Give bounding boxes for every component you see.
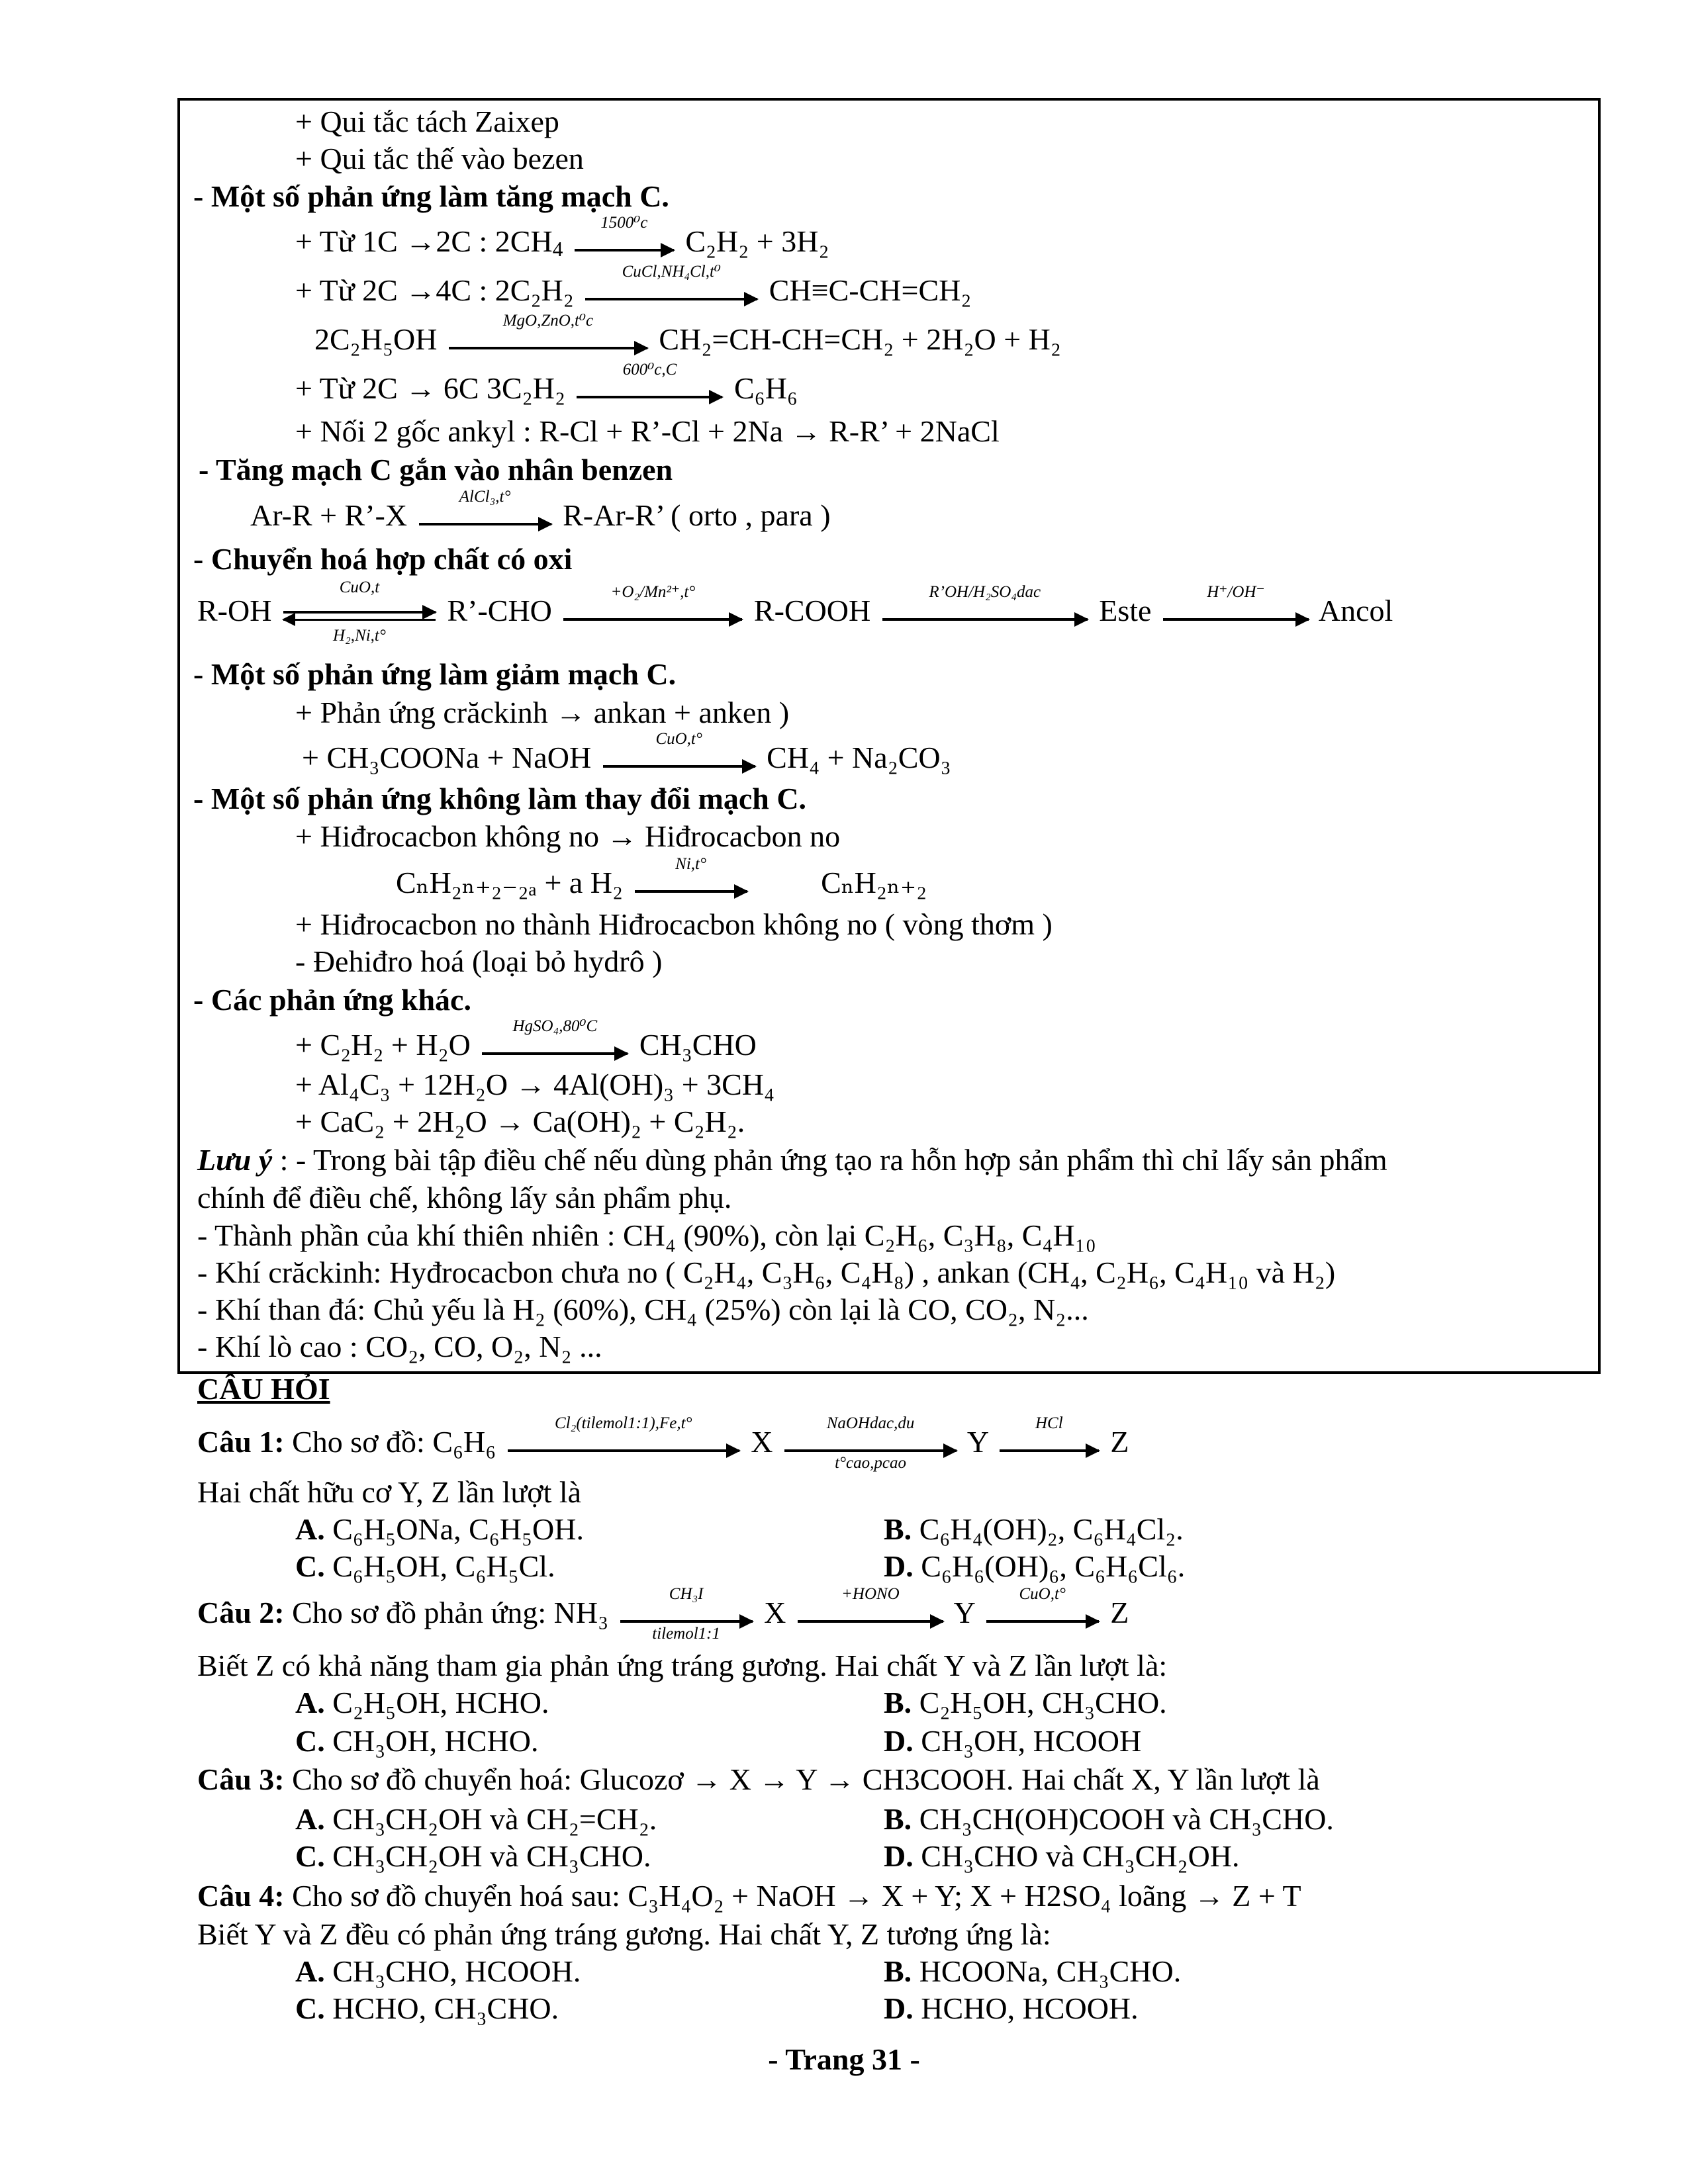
note-line-6: - Khí lò cao : CO₂, CO, O₂, N₂ ...: [197, 1330, 602, 1363]
reaction-3: 2C₂H₅OH MgO,ZnO,t⁰c CH₂=CH-CH=CH₂ + 2H₂O + H₂: [314, 312, 1061, 356]
reaction-5: + Nối 2 gốc ankyl : R-Cl + R’-Cl + 2Na → R-R’ + 2NaCl: [295, 414, 1000, 448]
reaction-14: + C₂H₂ + H₂O HgSO₄,80⁰C CH₃CHO: [295, 1017, 757, 1062]
question-2-stem: Biết Z có khả năng tham gia phản ứng tráng gương. Hai chất Y và Z lần lượt là:: [197, 1649, 1168, 1682]
q1-option-b[interactable]: B. C₆H₄(OH)₂, C₆H₄Cl₂.: [884, 1512, 1184, 1546]
q3-option-b[interactable]: B. CH₃CH(OH)COOH và CH₃CHO.: [884, 1802, 1334, 1836]
q1-option-c[interactable]: C. C₆H₅OH, C₆H₅Cl.: [295, 1549, 555, 1583]
q1-option-d[interactable]: D. C₆H₆(OH)₆, C₆H₆Cl₆.: [884, 1549, 1186, 1583]
reaction-11: CₙH₂ₙ₊₂₋₂ₐ + a H₂ Ni,t° CₙH₂ₙ₊₂: [396, 855, 927, 899]
note-line-2: chính để điều chế, không lấy sản phẩm phụ.: [197, 1181, 732, 1214]
reaction-16: + CaC₂ + 2H₂O → Ca(OH)₂ + C₂H₂.: [295, 1105, 745, 1138]
reaction-6: Ar-R + R’-X AlCl₃,t° R-Ar-R’ ( orto , para ): [250, 488, 831, 532]
heading-other-reactions: - Các phản ứng khác.: [193, 983, 471, 1017]
q2-option-a[interactable]: A. C₂H₅OH, HCHO.: [295, 1686, 549, 1719]
q3-option-a[interactable]: A. CH₃CH₂OH và CH₂=CH₂.: [295, 1802, 657, 1836]
rule-benzene: + Qui tắc thế vào bezen: [295, 142, 584, 175]
q2-option-c[interactable]: C. CH₃OH, HCHO.: [295, 1724, 539, 1758]
question-3: Câu 3: Cho sơ đồ chuyển hoá: Glucozơ → X → Y → CH3COOH. Hai chất X, Y lần lượt là: [197, 1762, 1320, 1796]
reaction-2: + Từ 2C →4C : 2C₂H₂ CuCl,NH₄Cl,t⁰ CH≡C-CH=CH₂: [295, 263, 972, 307]
q4-option-a[interactable]: A. CH₃CHO, HCOOH.: [295, 1954, 581, 1988]
note-line-4: - Khí crăckinh: Hyđrocacbon chưa no ( C₂H₄, C₃H₆, C₄H₈) , ankan (CH₄, C₂H₆, C₄H₁₀ và H₂): [197, 1255, 1336, 1289]
heading-oxygen-compounds: - Chuyển hoá hợp chất có oxi: [193, 542, 573, 576]
q3-option-c[interactable]: C. CH₃CH₂OH và CH₃CHO.: [295, 1839, 651, 1873]
rule-zaixep: + Qui tắc tách Zaixep: [295, 105, 559, 138]
question-4: Câu 4: Cho sơ đồ chuyển hoá sau: C₃H₄O₂ + NaOH → X + Y; X + H2SO₄ loãng → Z + T: [197, 1879, 1301, 1913]
reaction-7: R-OH CuO,t H₂,Ni,t° R’-CHO +O₂/Mn²⁺,t° R-COOH R’OH/H₂SO₄dac Este H⁺/OH⁻ Ancol: [197, 578, 1393, 645]
reaction-1: + Từ 1C →2C : $2CH_4$ 1500⁰c C₂H₂ + 3H₂: [295, 214, 829, 261]
heading-chain-decrease: - Một số phản ứng làm giảm mạch C.: [193, 657, 677, 691]
heading-benzene-chain: - Tăng mạch C gắn vào nhân benzen: [199, 453, 673, 486]
reaction-12: + Hiđrocacbon no thành Hiđrocacbon không no ( vòng thơm ): [295, 907, 1053, 941]
q3-option-d[interactable]: D. CH₃CHO và CH₃CH₂OH.: [884, 1839, 1240, 1873]
q4-option-c[interactable]: C. HCHO, CH₃CHO.: [295, 1991, 559, 2025]
question-4-stem: Biết Y và Z đều có phản ứng tráng gương. Hai chất Y, Z tương ứng là:: [197, 1917, 1051, 1951]
note-line-3: - Thành phần của khí thiên nhiên : CH₄ (90%), còn lại C₂H₆, C₃H₈, C₄H₁₀: [197, 1218, 1096, 1252]
q2-option-d[interactable]: D. CH₃OH, HCOOH: [884, 1724, 1142, 1758]
reaction-9: + CH₃COONa + NaOH CuO,t° CH₄ + Na₂CO₃: [302, 730, 951, 774]
heading-chain-increase: - Một số phản ứng làm tăng mạch C.: [193, 179, 669, 213]
questions-title: CÂU HỎI: [197, 1372, 330, 1406]
reaction-13: - Đehiđro hoá (loại bỏ hydrô ): [295, 944, 663, 978]
note-line-1: Lưu ý : - Trong bài tập điều chế nếu dùng phản ứng tạo ra hỗn hợp sản phẩm thì chỉ lấy sản phẩm: [197, 1143, 1387, 1177]
q4-option-b[interactable]: B. HCOONa, CH₃CHO.: [884, 1954, 1182, 1988]
question-1: Câu 1: Cho sơ đồ: C₆H₆ Cl₂(tilemol1:1),Fe,t° X NaOHdac,du t°cao,pcao Y HCl Z: [197, 1414, 1129, 1472]
page-footer: - Trang 31 -: [768, 2042, 920, 2076]
reaction-10: + Hiđrocacbon không no → Hiđrocacbon no: [295, 819, 841, 853]
reaction-15: + Al₄C₃ + 12H₂O → 4Al(OH)₃ + 3CH₄: [295, 1068, 775, 1101]
reaction-4: + Từ 2C → 6C 3C₂H₂ 600⁰c,C C₆H₆: [295, 361, 798, 405]
q2-option-b[interactable]: B. C₂H₅OH, CH₃CHO.: [884, 1686, 1167, 1719]
q4-option-d[interactable]: D. HCHO, HCOOH.: [884, 1991, 1139, 2025]
reaction-8: + Phản ứng crăckinh → ankan + anken ): [295, 696, 790, 729]
note-line-5: - Khí than đá: Chủ yếu là H₂ (60%), CH₄ (25%) còn lại là CO, CO₂, N₂...: [197, 1293, 1089, 1326]
question-1-stem: Hai chất hữu cơ Y, Z lần lượt là: [197, 1475, 582, 1509]
heading-chain-unchanged: - Một số phản ứng không làm thay đổi mạch C.: [193, 782, 807, 815]
q1-option-a[interactable]: A. C₆H₅ONa, C₆H₅OH.: [295, 1512, 584, 1546]
question-2: Câu 2: Cho sơ đồ phản ứng: NH₃ CH₃I tilemol1:1 X +HONO Y CuO,t° Z: [197, 1585, 1129, 1643]
